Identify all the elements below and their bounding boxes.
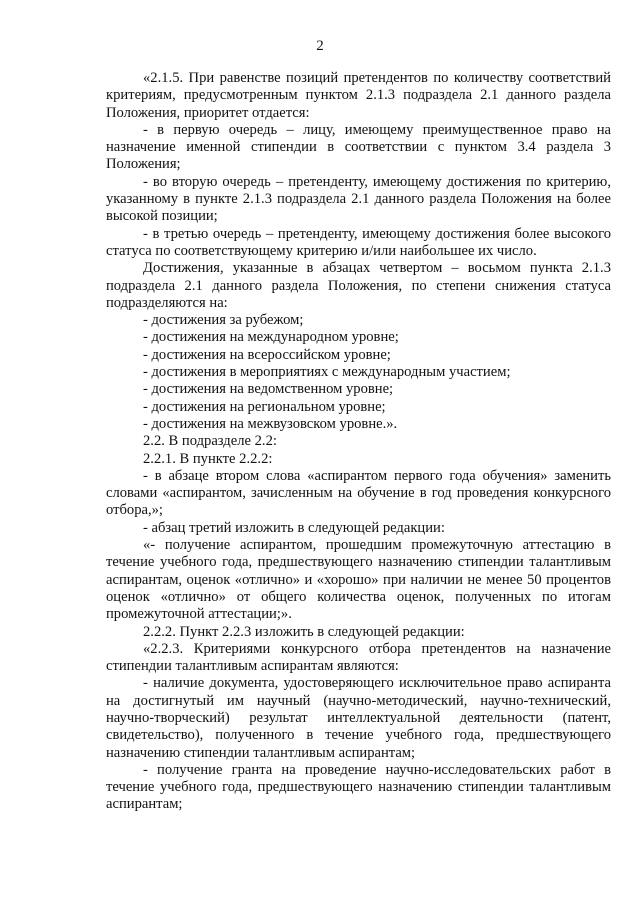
achievement-level-all-russian: - достижения на всероссийском уровне; [143, 346, 391, 363]
achievement-level-international-participation: - достижения в мероприятиях с международным участием; [143, 364, 511, 381]
achievement-level-abroad: - достижения за рубежом; [143, 312, 304, 329]
page-number: 2 [316, 38, 324, 54]
amendment-paragraph-three-text: «- получение аспирантом, прошедшим промежуточную аттестацию в течение учебного года, предшествующего назначению стипендии талантливым аспирантам, оценок «отлично» и «хорошо» при наличии не менее 50 процентов оценок «отлично» от общего количества оценок, полученных по итогам промежуточной аттестации;». [106, 537, 611, 623]
achievements-status-intro: Достижения, указанные в абзацах четвертом – восьмом пункта 2.1.3 подраздела 2.1 данного раздела Положения, по степени снижения статуса подразделяются на: [106, 260, 611, 311]
point-2-2-3-intro: «2.2.3. Критериями конкурсного отбора претендентов на назначение стипендии талантливым аспирантам являются: [106, 640, 611, 675]
criterion-grant: - получение гранта на проведение научно-исследовательских работ в течение учебного года, предшествующего назначению стипендии талантливым аспирантам; [106, 761, 611, 813]
priority-item-third: - в третью очередь – претенденту, имеющему достижения более высокого статуса по соответствующему критерию и/или наибольшее их число. [106, 225, 611, 259]
achievement-level-international: - достижения на международном уровне; [143, 329, 399, 346]
section-2-2-heading: 2.2. В подразделе 2.2: [143, 433, 277, 450]
achievement-level-departmental: - достижения на ведомственном уровне; [143, 381, 394, 398]
criterion-patent: - наличие документа, удостоверяющего исключительное право аспиранта на достигнутый им научный (научно-методический, научно-технический, научно-творческий) результат интеллектуальной деятельности (патент, свидетельство), полученного в течение учебного года, предшествующего назначению стипендии талантливым аспирантам; [106, 675, 611, 761]
achievement-level-interuniversity: - достижения на межвузовском уровне.». [143, 415, 398, 432]
paragraph-2-1-5-intro: «2.1.5. При равенстве позиций претендентов по количеству соответствий критериям, предусмотренным пунктом 2.1.3 подраздела 2.1 данного раздела Положения, приоритет отдается: [106, 70, 611, 121]
achievement-level-regional: - достижения на региональном уровне; [143, 398, 386, 415]
document-body [106, 70, 611, 814]
amendment-paragraph-three-intro: - абзац третий изложить в следующей редакции: [143, 519, 445, 536]
point-2-2-2-heading: 2.2.2. Пункт 2.2.3 изложить в следующей редакции: [143, 623, 465, 640]
priority-item-second: - во вторую очередь – претенденту, имеющему достижения по критерию, указанному в пункте 2.1.3 подраздела 2.1 данного раздела Положения на более высокой позиции; [106, 173, 611, 225]
amendment-paragraph-two: - в абзаце втором слова «аспирантом первого года обучения» заменить словами «аспирантом, зачисленным на обучение в год проведения конкурсного отбора,»; [106, 467, 611, 519]
point-2-2-1-heading: 2.2.1. В пункте 2.2.2: [143, 450, 273, 467]
priority-item-first: - в первую очередь – лицу, имеющему преимущественное право на назначение именной стипендии в соответствии с пунктом 3.4 раздела 3 Положения; [106, 121, 611, 173]
